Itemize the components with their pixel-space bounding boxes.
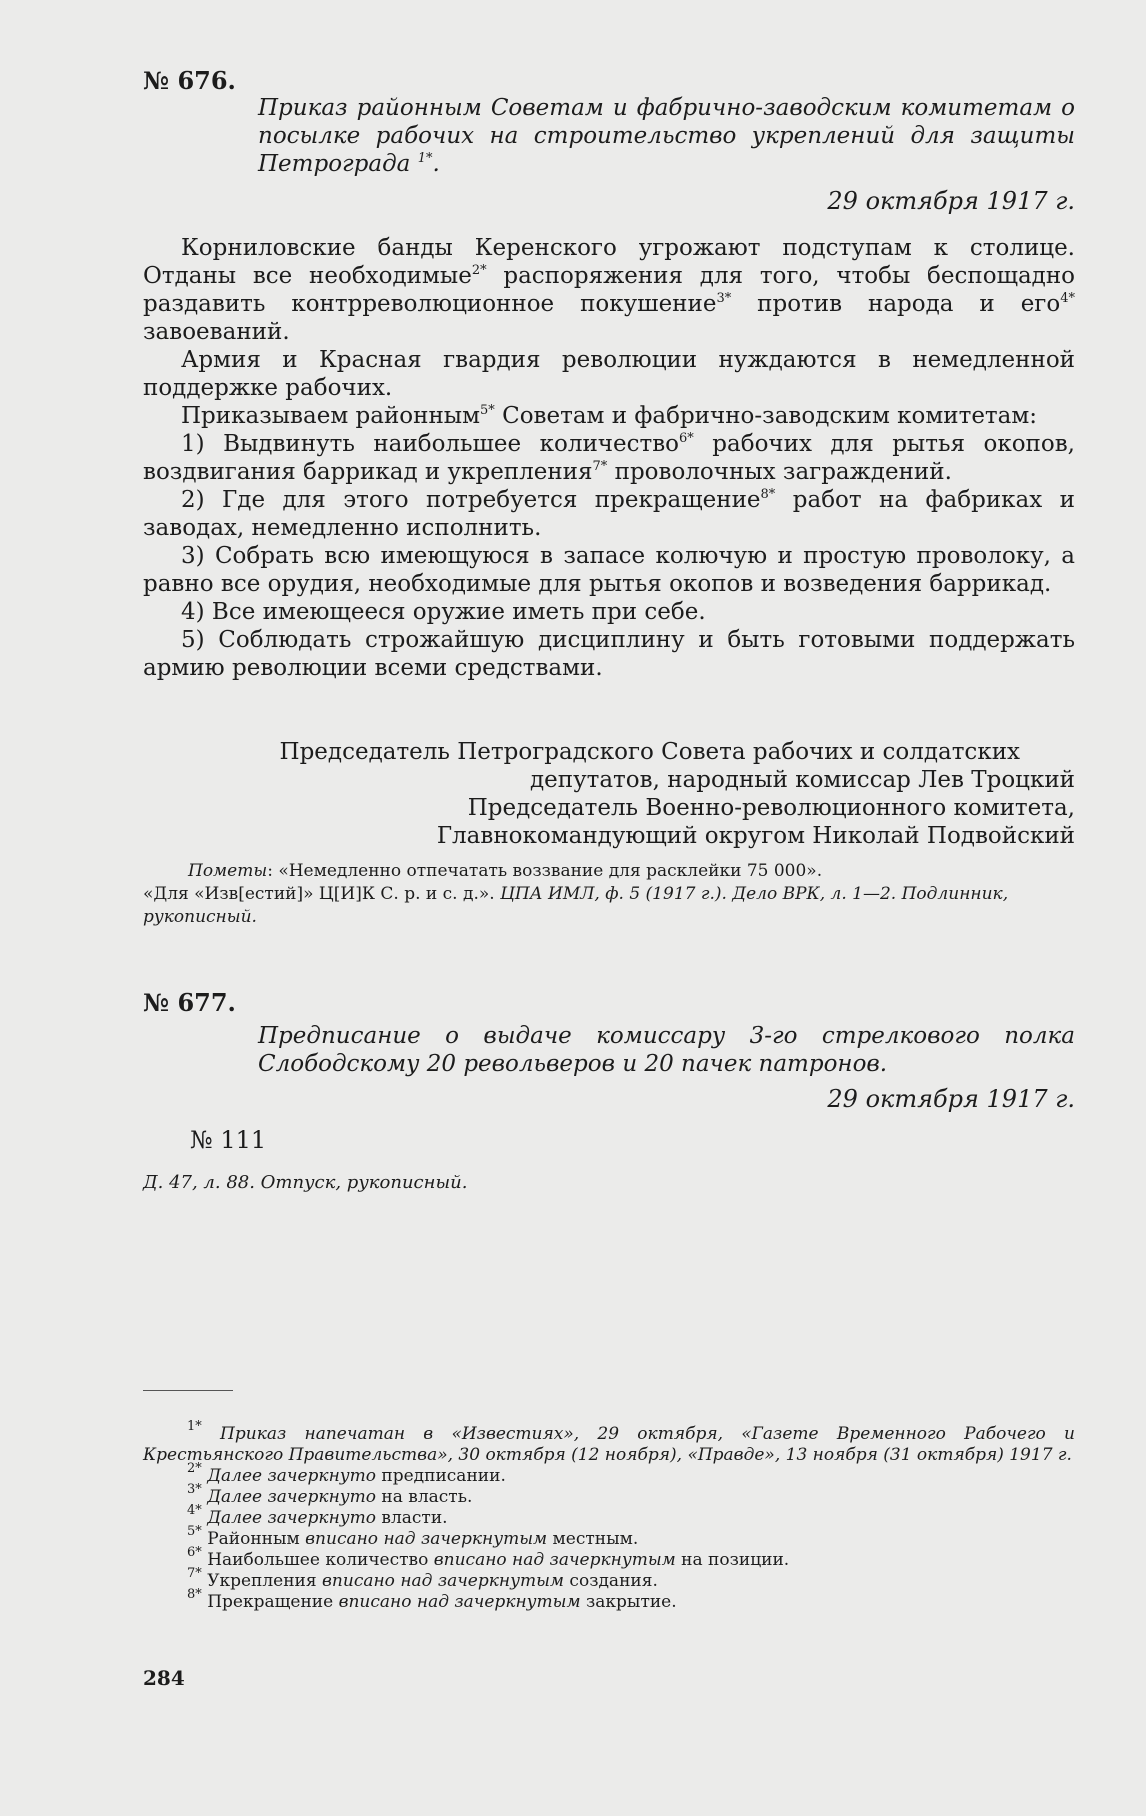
signature-line: Председатель Петроградского Совета рабочих и солдатских xyxy=(279,739,1020,765)
footnote: $^{4*}$ Далее зачеркнуто власти. xyxy=(187,1503,448,1528)
footnote: $^{8*}$ Прекращение вписано над зачеркнутым закрытие. xyxy=(187,1587,677,1612)
doc677-title: Предписание о выдаче комиссару 3-го стрелкового полка Слободскому 20 револьверов и 20 пачек патронов. xyxy=(258,1023,1075,1077)
signature-line: Главнокомандующий округом Николай Подвойский xyxy=(436,823,1075,849)
signature-line: депутатов, народный комиссар Лев Троцкий xyxy=(529,767,1075,793)
doc677-source: Д. 47, л. 88. Отпуск, рукописный. xyxy=(143,1172,468,1193)
marks-note: Пометы: «Немедленно отпечатать воззвание для расклейки 75 000». xyxy=(188,861,823,881)
list-item: 5) Соблюдать строжайшую дисциплину и быть готовыми поддержать армию революции всеми средствами. xyxy=(143,627,1075,681)
list-item: 4) Все имеющееся оружие иметь при себе. xyxy=(181,599,706,625)
list-item: 3) Собрать всю имеющуюся в запасе колючую и простую проволоку, а равно все орудия, необходимые для рытья окопов и возведения баррикад. xyxy=(143,543,1075,597)
doc677-ref: № 111 xyxy=(190,1126,267,1154)
paragraph: Приказываем районным$^{5*}$ Советам и фабрично-заводским комитетам: xyxy=(181,403,1037,429)
footnote: $^{6*}$ Наибольшее количество вписано над зачеркнутым на позиции. xyxy=(187,1545,790,1570)
footnote: $^{7*}$ Укрепления вписано над зачеркнутым создания. xyxy=(187,1566,658,1591)
doc676-notes xyxy=(143,860,1075,929)
page-number: 284 xyxy=(143,1666,185,1690)
footnote: $^{2*}$ Далее зачеркнуто предписании. xyxy=(187,1461,506,1486)
footnote-divider xyxy=(143,1390,233,1391)
paragraph: Армия и Красная гвардия революции нуждаются в немедленной поддержке рабочих. xyxy=(143,347,1075,401)
doc676-number: № 676. xyxy=(143,66,236,95)
list-item: 2) Где для этого потребуется прекращение$^{8*}$ работ на фабриках и заводах, немедленно исполнить. xyxy=(143,487,1075,541)
footnote: $^{1*}$ Приказ напечатан в «Известиях», 29 октября, «Газете Временного Рабочего и Крестьянского Правительства», 30 октября (12 ноября), «Правде», 13 ноября (31 октября) 1917 г. xyxy=(143,1419,1075,1465)
footnote: $^{3*}$ Далее зачеркнуто на власть. xyxy=(187,1482,473,1507)
paragraph: Корниловские банды Керенского угрожают подступам к столице. Отданы все необходимые$^{2*}$ распоряжения для того, чтобы беспощадно раздавить контрреволюционное покушение$^{3*}$ против народа и его$^{4*}$ завоеваний. xyxy=(143,235,1075,345)
footnote: $^{5*}$ Районным вписано над зачеркнутым местным. xyxy=(187,1524,639,1549)
doc676-date: 29 октября 1917 г. xyxy=(827,187,1075,215)
footnotes xyxy=(143,1419,1075,1613)
archive-note: «Для «Изв[естий]» Ц[И]К С. р. и с. д.». ЦПА ИМЛ, ф. 5 (1917 г.). Дело ВРК, л. 1—2. Подлинник, рукописный. xyxy=(143,884,1009,927)
doc676-title: Приказ районным Советам и фабрично-заводским комитетам о посылке рабочих на строительство укреплений для защиты Петрограда $^{1*}$. xyxy=(258,95,1075,177)
list-item: 1) Выдвинуть наибольшее количество$^{6*}$ рабочих для рытья окопов, воздвигания баррикад и укрепления$^{7*}$ проволочных заграждений. xyxy=(143,431,1075,485)
signature-block xyxy=(143,738,1125,850)
doc676-body xyxy=(143,234,1075,682)
doc677-number: № 677. xyxy=(143,988,236,1017)
signature-line: Председатель Военно-революционного комитета, xyxy=(467,795,1075,821)
doc677-date: 29 октября 1917 г. xyxy=(827,1085,1075,1113)
